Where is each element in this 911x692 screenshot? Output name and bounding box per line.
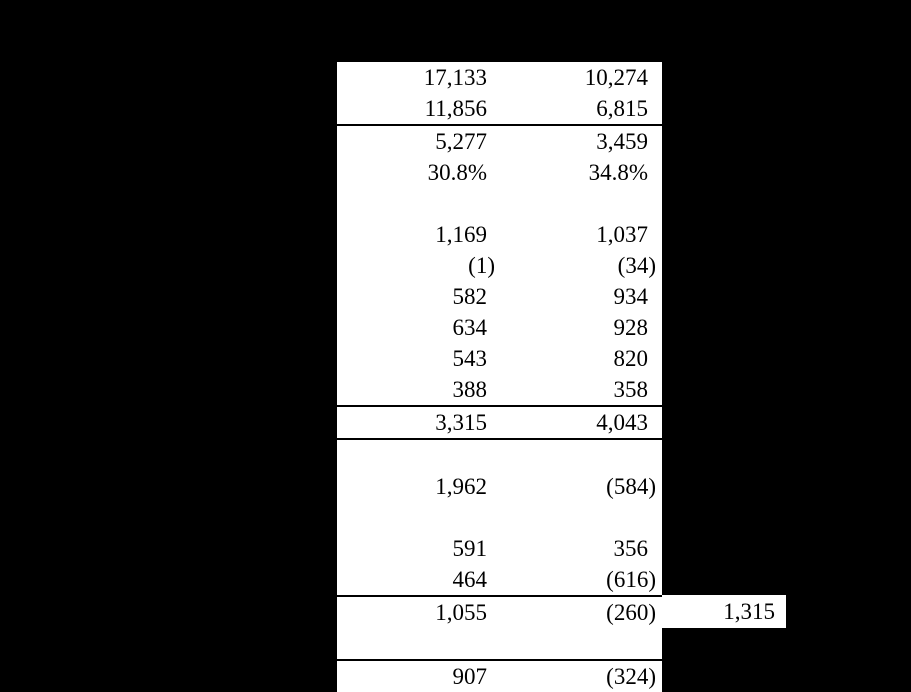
col1-value: 464 [452, 566, 487, 592]
col1-value: 543 [452, 345, 487, 371]
col1-value: 907 [452, 663, 487, 689]
col2-value: 358 [613, 376, 648, 402]
col1-value: 591 [452, 535, 487, 561]
table-row [337, 219, 662, 250]
table-row [337, 312, 662, 343]
table-row-total [337, 661, 662, 692]
col2-value: 928 [613, 314, 648, 340]
col1-value: 11,856 [424, 95, 487, 121]
col1-value: 388 [452, 376, 487, 402]
col2-value: 3,459 [596, 128, 648, 154]
col1-value: 1,169 [435, 221, 487, 247]
col2-value: (34) [617, 252, 656, 278]
table-row-blank [337, 502, 662, 533]
col2-value: 934 [613, 283, 648, 309]
side-value-box [662, 595, 786, 628]
table-row [337, 533, 662, 564]
table-row [337, 281, 662, 312]
table-row [337, 157, 662, 188]
col2-value: (616) [606, 566, 656, 592]
col2-value: (260) [606, 599, 656, 625]
col2-value: 34.8% [588, 159, 648, 185]
table-row-blank [337, 188, 662, 219]
col2-value: 10,274 [584, 64, 648, 90]
col1-value: (1) [468, 252, 495, 278]
table-row-blank [337, 628, 662, 659]
col2-value: 820 [613, 345, 648, 371]
table-row [337, 62, 662, 93]
col1-value: 1,962 [435, 473, 487, 499]
col1-value: 634 [452, 314, 487, 340]
col2-value: 356 [613, 535, 648, 561]
table-row [337, 471, 662, 502]
col2-value: 1,037 [596, 221, 648, 247]
table-row [337, 374, 662, 405]
table-row [337, 126, 662, 157]
table-row [337, 564, 662, 595]
side-value: 1,315 [723, 598, 775, 624]
table-row [337, 93, 662, 124]
col1-value: 17,133 [423, 64, 487, 90]
col1-value: 1,055 [435, 599, 487, 625]
table-row-subtotal [337, 407, 662, 438]
col2-value: (584) [606, 473, 656, 499]
table-row-subtotal [337, 597, 662, 628]
table-row [337, 343, 662, 374]
col2-value: 6,815 [596, 95, 648, 121]
col1-value: 5,277 [435, 128, 487, 154]
table-row [337, 250, 662, 281]
col1-value: 3,315 [435, 409, 487, 435]
col1-value: 582 [452, 283, 487, 309]
table-row-blank [337, 440, 662, 471]
col2-value: (324) [606, 663, 656, 689]
col2-value: 4,043 [596, 409, 648, 435]
col1-value: 30.8% [427, 159, 487, 185]
financial-table [337, 62, 662, 692]
